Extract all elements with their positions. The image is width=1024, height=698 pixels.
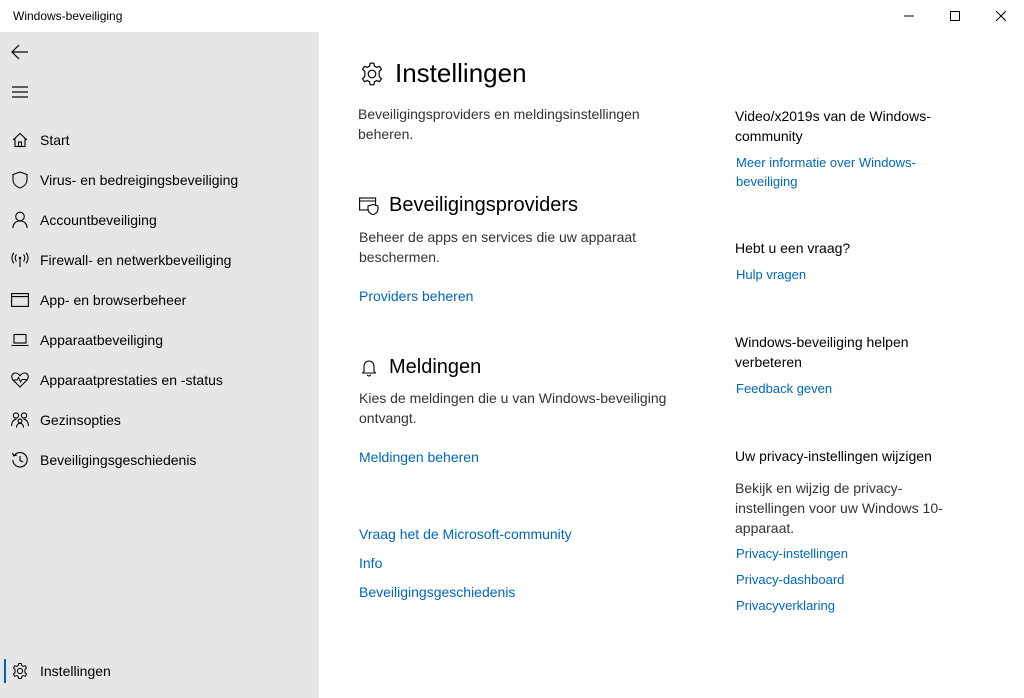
manage-notifications-link[interactable]: Meldingen beheren xyxy=(359,449,479,465)
laptop-icon xyxy=(10,330,30,350)
privacy-statement-link[interactable]: Privacyverklaring xyxy=(736,598,835,613)
page-header xyxy=(359,58,527,89)
title-bar xyxy=(0,0,1024,32)
info-link[interactable]: Info xyxy=(359,555,383,571)
sidebar-item-label: Firewall- en netwerkbeveiliging xyxy=(40,252,232,268)
sidebar xyxy=(0,32,319,698)
family-icon xyxy=(10,410,30,430)
sidebar-item-settings[interactable] xyxy=(0,651,319,691)
antenna-icon xyxy=(10,250,30,270)
sidebar-item-firewall[interactable] xyxy=(0,240,319,280)
feedback-link[interactable]: Feedback geven xyxy=(736,381,833,396)
sidebar-item-label: Gezinsopties xyxy=(40,412,121,428)
back-button[interactable] xyxy=(0,32,40,72)
video-heading: Video/x2019s van de Windows-community xyxy=(735,108,931,144)
sidebar-item-label: Instellingen xyxy=(40,663,111,679)
sidebar-item-device-performance[interactable] xyxy=(0,360,319,400)
privacy-settings-link[interactable]: Privacy-instellingen xyxy=(736,546,848,561)
close-button[interactable] xyxy=(978,0,1024,32)
security-providers-icon xyxy=(359,196,379,216)
sidebar-item-family[interactable] xyxy=(0,400,319,440)
sidebar-item-start[interactable] xyxy=(0,120,319,160)
main-content xyxy=(319,32,1024,698)
sidebar-item-device-security[interactable] xyxy=(0,320,319,360)
manage-providers-link[interactable]: Providers beheren xyxy=(359,288,474,304)
maximize-icon xyxy=(950,11,960,21)
selection-indicator xyxy=(4,659,6,683)
providers-title: Beveiligingsproviders xyxy=(389,194,578,216)
question-heading: Hebt u een vraag? xyxy=(735,240,851,256)
sidebar-item-account-protection[interactable] xyxy=(0,200,319,240)
get-help-link[interactable]: Hulp vragen xyxy=(736,267,807,282)
sidebar-item-label: Virus- en bedreigingsbeveiliging xyxy=(40,172,239,188)
window-title: Windows-beveiliging xyxy=(13,9,123,23)
minimize-button[interactable] xyxy=(886,0,932,32)
minimize-icon xyxy=(904,11,914,21)
sidebar-item-virus-protection[interactable] xyxy=(0,160,319,200)
providers-header xyxy=(359,194,578,217)
sidebar-item-label: App- en browserbeheer xyxy=(40,292,187,308)
more-info-link[interactable]: Meer informatie over Windows-beveiliging xyxy=(736,155,916,189)
sidebar-item-label: Beveiligingsgeschiedenis xyxy=(40,452,197,468)
bell-icon xyxy=(359,358,379,378)
privacy-heading: Uw privacy-instellingen wijzigen xyxy=(735,448,932,464)
home-icon xyxy=(10,130,30,150)
notifications-description: Kies de meldingen die u van Windows-beveiliging ontvangt. xyxy=(359,390,667,426)
notifications-header xyxy=(359,356,481,379)
sidebar-item-label: Apparaatbeveiliging xyxy=(40,332,163,348)
sidebar-item-label: Accountbeveiliging xyxy=(40,212,157,228)
improve-heading: Windows-beveiliging helpen verbeteren xyxy=(735,334,909,370)
close-icon xyxy=(996,11,1006,21)
sidebar-item-security-history[interactable] xyxy=(0,440,319,480)
sidebar-item-app-browser[interactable] xyxy=(0,280,319,320)
sidebar-item-label: Apparaatprestaties en -status xyxy=(40,372,223,388)
maximize-button[interactable] xyxy=(932,0,978,32)
page-title: Instellingen xyxy=(395,58,527,88)
intro-text: Beveiligingsproviders en meldingsinstellingen beheren. xyxy=(358,106,640,142)
hamburger-icon xyxy=(12,86,28,98)
notifications-title: Meldingen xyxy=(389,356,482,378)
gear-icon xyxy=(359,61,385,87)
heart-pulse-icon xyxy=(10,370,30,390)
browser-window-icon xyxy=(10,290,30,310)
sidebar-nav xyxy=(0,120,319,480)
hamburger-menu-button[interactable] xyxy=(0,72,40,112)
privacy-dashboard-link[interactable]: Privacy-dashboard xyxy=(736,572,845,587)
security-history-link[interactable]: Beveiligingsgeschiedenis xyxy=(359,584,516,600)
ask-community-link[interactable]: Vraag het de Microsoft-community xyxy=(359,526,572,542)
shield-icon xyxy=(10,170,30,190)
providers-description: Beheer de apps en services die uw apparaat beschermen. xyxy=(359,229,637,265)
back-arrow-icon xyxy=(11,44,29,60)
history-icon xyxy=(10,450,30,470)
gear-icon xyxy=(10,661,30,681)
privacy-description: Bekijk en wijzig de privacy-instellingen voor uw Windows 10-apparaat. xyxy=(735,480,943,536)
sidebar-item-label: Start xyxy=(40,132,70,148)
person-icon xyxy=(10,210,30,230)
